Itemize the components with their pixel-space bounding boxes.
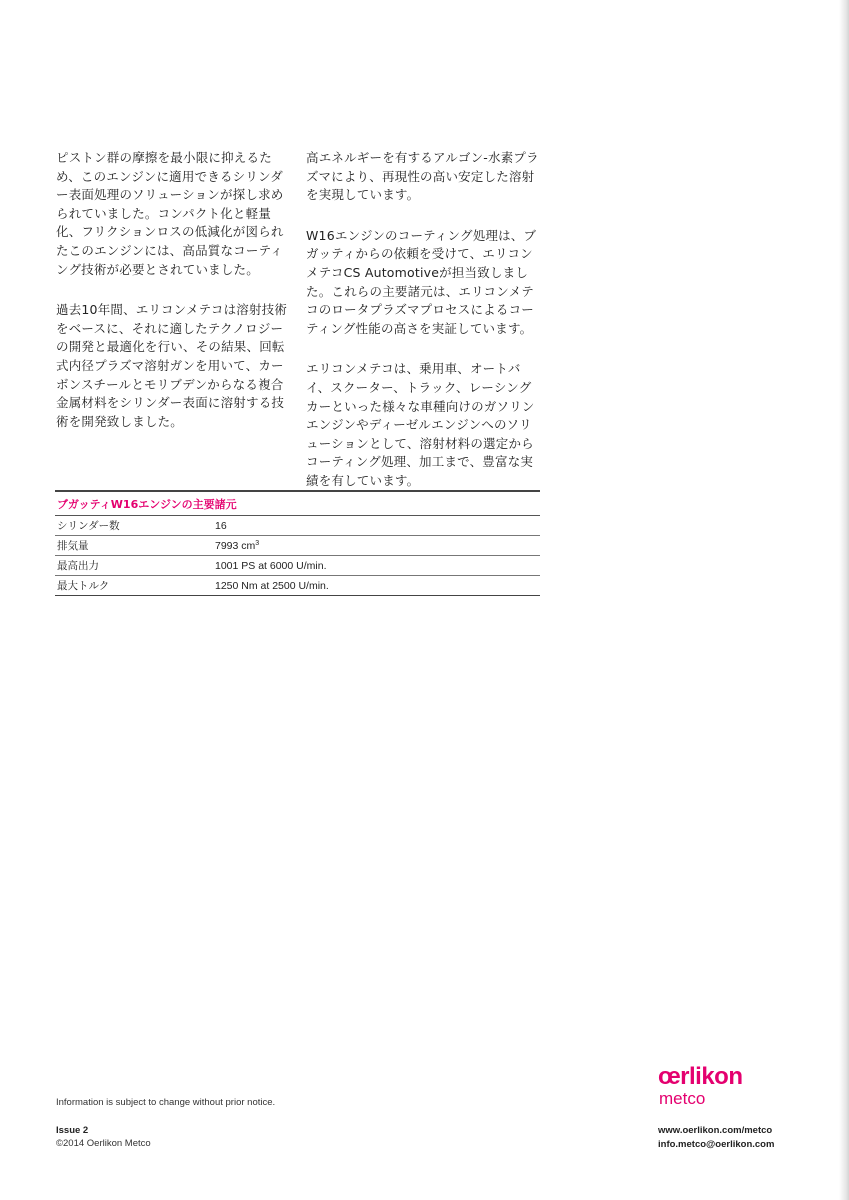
spec-row-max-torque — [55, 576, 540, 596]
spec-row-max-power — [55, 556, 540, 576]
oerlikon-metco-logo — [658, 1064, 788, 1108]
spec-value-displacement — [215, 540, 540, 552]
spec-value-superscript: 3 — [255, 539, 260, 547]
body-paragraph: 過去10年間、エリコンメテコは溶射技術をベースに、それに適したテクノロジーの開発と最適化を行い、その結果、回転式内径プラズマ溶射ガンを用いて、カーボンスチールとモリブデンからなる複合金属材料をシリンダー表面に溶射する技術を開発致しました。 — [56, 302, 288, 429]
spec-value: 7993 cm — [215, 539, 256, 552]
footer-issue: Issue 2 — [56, 1125, 89, 1136]
body-paragraph: W16エンジンのコーティング処理は、ブガッティからの依頼を受けて、エリコンメテコCS Automotiveが担当致しました。これらの主要諸元は、エリコンメテコのロータプラズマプロセスによるコーティング性能の高さを実証しています。 — [306, 227, 537, 336]
spec-label: 排気量 — [57, 540, 89, 552]
body-column-left — [56, 149, 292, 453]
spec-label: 最大トルク — [57, 580, 110, 592]
spec-value: 1250 Nm at 2500 U/min. — [215, 579, 329, 592]
page-edge-shadow — [839, 0, 849, 1200]
logo-subbrand: metco — [659, 1089, 706, 1108]
footer-notice: Information is subject to change without prior notice. — [56, 1097, 276, 1108]
spec-label: シリンダー数 — [57, 520, 120, 532]
footer-copyright: ©2014 Oerlikon Metco — [56, 1138, 151, 1149]
body-paragraph: ピストン群の摩擦を最小限に抑えるため、このエンジンに適用できるシリンダー表面処理のソリューションが探し求められていました。コンパクト化と軽量化、フリクションロスの低減化が図られたこのエンジンには、高品質なコーティング技術が必要とされていました。 — [56, 150, 284, 277]
spec-value: 16 — [215, 519, 227, 532]
spec-row-displacement — [55, 536, 540, 556]
body-paragraph: 高エネルギーを有するアルゴン-水素プラズマにより、再現性の高い安定した溶射を実現しています。 — [306, 150, 539, 203]
email-link[interactable]: info.metco@oerlikon.com — [658, 1139, 775, 1150]
spec-table-title: ブガッティW16エンジンの主要諸元 — [55, 492, 540, 516]
body-paragraph: エリコンメテコは、乗用車、オートバイ、スクーター、トラック、レーシングカーといった様々な車種向けのガソリンエンジンやディーゼルエンジンへのソリューションとして、溶射材料の選定からコーティング処理、加工まで、豊富な実績を有しています。 — [306, 361, 535, 488]
website-link[interactable]: www.oerlikon.com/metco — [658, 1125, 773, 1136]
spec-table — [55, 490, 540, 596]
footer-contact — [658, 1124, 774, 1152]
spec-value: 1001 PS at 6000 U/min. — [215, 559, 327, 572]
body-column-right — [306, 149, 542, 513]
spec-label: 最高出力 — [57, 560, 99, 572]
spec-row-cylinders — [55, 516, 540, 536]
logo-wordmark: œrlikon — [658, 1063, 743, 1090]
